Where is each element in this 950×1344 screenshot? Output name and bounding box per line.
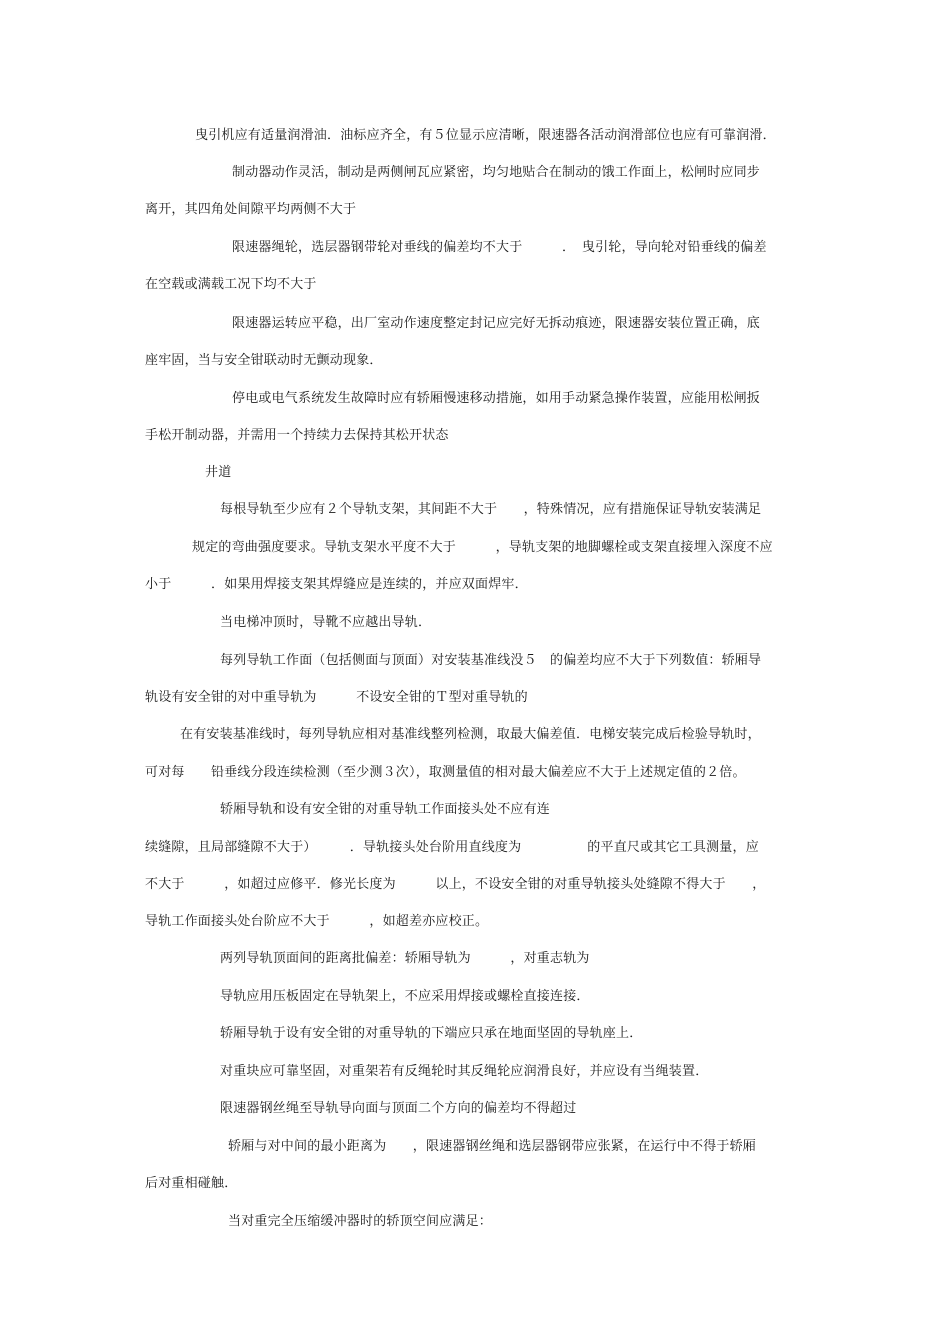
- paragraph-car-clearance-line-1: 轿厢与对中间的最小距离为 ，限速器钢丝绳和选层器钢带应张紧，在运行中不得于轿厢: [228, 1139, 757, 1154]
- paragraph-governor-rope: 限速器钢丝绳至导轨导向面与顶面二个方向的偏差均不得超过: [220, 1101, 577, 1116]
- paragraph-sheave-line-2: 在空载或满载工况下均不大于: [145, 277, 317, 292]
- paragraph-car-clearance-line-2: 后对重相碰触．: [145, 1176, 238, 1191]
- paragraph-power-failure-line-1: 停电或电气系统发生故障时应有轿厢慢速移动措施，如用手动紧急操作装置，应能用松闸扳: [232, 391, 761, 406]
- paragraph-traction-lubrication: 曳引机应有适量润滑油．油标应齐全，有５位显示应清晰，限速器各活动润滑部位也应有可靠润滑．: [195, 128, 776, 143]
- paragraph-governor-line-1: 限速器运转应平稳，出厂室动作速度整定封记应完好无拆动痕迹，限速器安装位置正确，底: [232, 316, 761, 331]
- paragraph-brake-line-1: 制动器动作灵活，制动是两侧闸瓦应紧密，均匀地贴合在制动的饿工作面上，松闸时应同步: [232, 165, 761, 180]
- paragraph-rail-joint-line-1: 轿厢导轨和设有安全钳的对重导轨工作面接头处不应有连: [220, 802, 551, 817]
- paragraph-power-failure-line-2: 手松开制动器，并需用一个持续力去保持其松开状态: [145, 428, 449, 443]
- paragraph-rail-deviation-line-2: 轨设有安全钳的对中重导轨为 不设安全钳的Ｔ型对重导轨的: [145, 690, 528, 705]
- paragraph-rail-deviation-line-1: 每列导轨工作面（包括侧面与顶面）对安装基准线没５ 的偏差均应不大于下列数值：轿厢导: [220, 653, 762, 668]
- paragraph-rail-distance: 两列导轨顶面间的距离批偏差：轿厢导轨为 ，对重志轨为: [220, 951, 590, 966]
- paragraph-rail-base: 轿厢导轨于设有安全钳的对重导轨的下端应只承在地面坚固的导轨座上．: [220, 1026, 643, 1041]
- paragraph-governor-line-2: 座牢固，当与安全钳联动时无颤动现象．: [145, 353, 383, 368]
- paragraph-rail-joint-line-4: 导轨工作面接头处台阶应不大于 ，如超差亦应校正。: [145, 914, 489, 929]
- paragraph-rail-clamp: 导轨应用压板固定在导轨架上，不应采用焊接或螺栓直接连接．: [220, 989, 590, 1004]
- paragraph-baseline-check-line-2: 可对每 铅垂线分段连续检测（至少测３次），取测量值的相对最大偏差应不大于上述规定值的２倍。: [145, 765, 746, 780]
- paragraph-rail-bracket-line-3: 小于 ．如果用焊接支架其焊缝应是连续的，并应双面焊牢．: [145, 577, 528, 592]
- paragraph-top-clearance: 当对重完全压缩缓冲器时的轿顶空间应满足：: [228, 1214, 493, 1229]
- paragraph-brake-line-2: 离开，其四角处间隙平均两侧不大于: [145, 202, 357, 217]
- paragraph-guide-shoe: 当电梯冲顶时，导靴不应越出导轨．: [220, 615, 432, 630]
- paragraph-rail-bracket-line-2: 规定的弯曲强度要求。导轨支架水平度不大于 ，导轨支架的地脚螺栓或支架直接埋入深度不应: [192, 540, 773, 555]
- section-heading-shaft: 井道: [205, 465, 232, 480]
- paragraph-baseline-check-line-1: 在有安装基准线时，每列导轨应相对基准线整列检测，取最大偏差值．电梯安装完成后检验导轨时，: [180, 727, 761, 742]
- paragraph-rail-joint-line-2: 续缝隙，且局部缝隙不大于） ．导轨接头处台阶用直线度为 的平直尺或其它工具测量，应: [145, 840, 759, 855]
- paragraph-sheave-line-1: 限速器绳轮，选层器钢带轮对垂线的偏差均不大于 ． 曳引轮，导向轮对铅垂线的偏差: [232, 240, 767, 255]
- paragraph-rail-joint-line-3: 不大于 ，如超过应修平．修光长度为 以上，不设安全钳的对重导轨接头处缝隙不得大于 ，: [145, 877, 766, 892]
- paragraph-rail-bracket-line-1: 每根导轨至少应有２个导轨支架，其间距不大于 ，特殊情况，应有措施保证导轨安装满足: [220, 502, 762, 517]
- paragraph-counterweight: 对重块应可靠坚固，对重架若有反绳轮时其反绳轮应润滑良好，并应设有当绳装置．: [220, 1064, 709, 1079]
